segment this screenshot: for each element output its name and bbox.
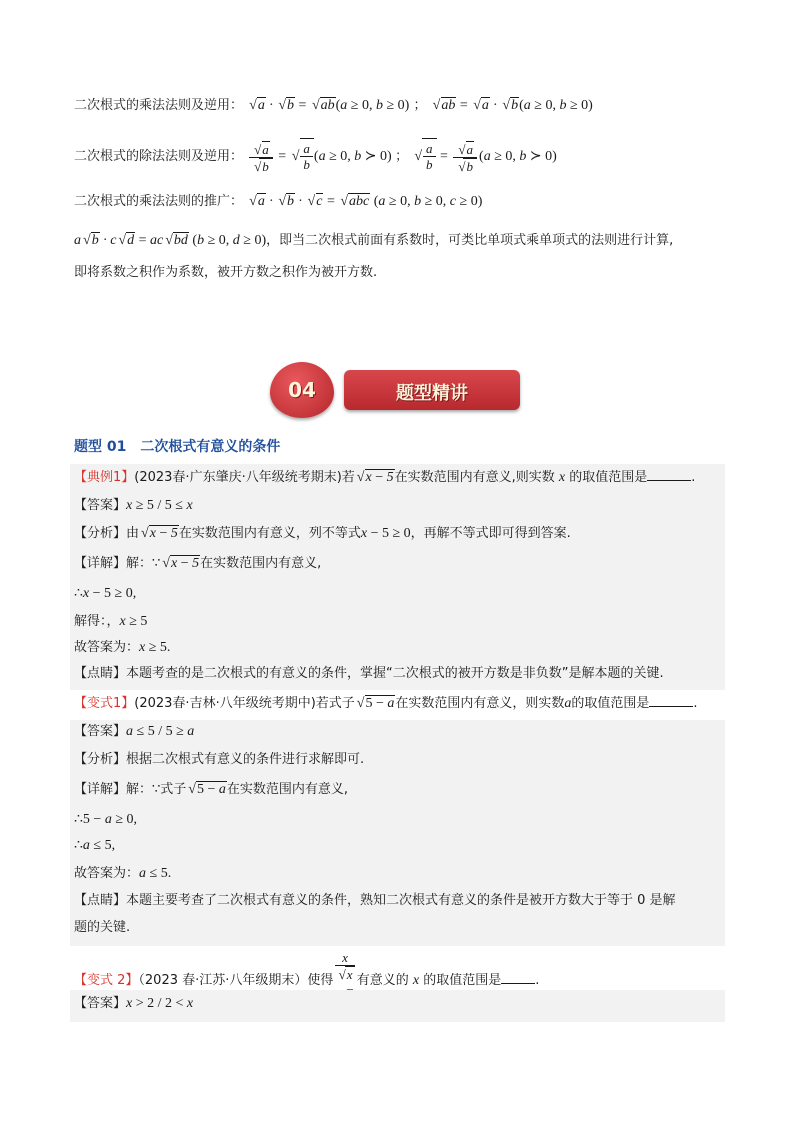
question-text: . [691,470,696,485]
example-tag: 【典例1】 [74,470,135,485]
question-text: 的取值范围是 [571,696,650,711]
rule-multiplication [74,96,593,116]
question-text: 有意义的 [356,973,409,989]
formula: √ x − 5 [355,470,395,485]
question-text: . [535,973,540,989]
variant-1-question [74,694,698,714]
formula: ∴x − 5 ≥ 0, [74,586,137,601]
variable: a [564,696,572,711]
formula: ∴a ≤ 5, [74,838,116,853]
comment-text: 本题主要考查了二次根式有意义的条件，熟知二次根式有意义的条件是被开方数大于等于 0 是解 [126,893,676,908]
answer-tag: 【答案】 [74,498,127,513]
example-1-analysis [74,524,571,544]
detail-text: 故答案为： [74,640,140,655]
formula: √ a · √ b = √ ab(a ≥ 0, b ≥ 0) [247,98,409,113]
question-text: . [693,696,698,711]
rule-coefficient [74,231,673,251]
section-title-box [344,370,520,410]
question-text: （2023 春·江苏·八年级期末）使得 [138,973,334,989]
comment-tag: 【点睛】 [74,893,127,908]
comment-tag: 【点睛】 [74,666,127,681]
question-text: 在实数范围内有意义,则实数 [394,470,555,485]
separator: ； [413,98,427,113]
variable: x [412,973,420,989]
analysis-text: 根据二次根式有意义的条件进行求解即可. [126,752,365,767]
formula: x > 2 / 2 < x [126,996,194,1011]
detail-tag: 【详解】 [74,556,127,571]
formula: x ≥ 5 / 5 ≤ x [126,498,193,513]
section-number: 04 [288,378,316,402]
example-1-step [74,584,136,604]
answer-blank [647,480,691,481]
rule-coefficient-cont [74,263,377,283]
variant-1-comment [74,891,676,911]
rule-division [74,138,557,176]
formula: a√ b · c√ d = ac√ bd (b ≥ 0, d ≥ 0) [74,233,266,248]
example-1-solve [74,612,147,632]
section-number-badge [270,362,334,418]
question-text: 的取值范围是 [569,470,648,485]
formula: √ x − 5 [160,556,200,571]
analysis-tag: 【分析】 [74,526,127,541]
detail-tag: 【详解】 [74,782,127,797]
answer-blank [649,706,693,707]
formula: √ x − 5 [139,526,179,541]
analysis-tag: 【分析】 [74,752,127,767]
answer-blank [501,983,535,984]
formula: a ≤ 5. [139,866,172,881]
formula: ∴5 − a ≥ 0, [74,812,137,827]
variant-1-final [74,864,171,884]
formula: x − 5 ≥ 0 [360,526,411,541]
formula: √ 5 − a [186,782,227,797]
detail-text: 在实数范围内有意义, [226,782,349,797]
rule-text: 即将系数之积作为系数，被开方数之积作为被开方数. [74,265,378,280]
detail-text: 故答案为： [74,866,140,881]
variant-1-analysis [74,750,364,770]
analysis-text: 在实数范围内有意义，列不等式 [178,526,361,541]
formula: x √ x [333,973,356,988]
answer-tag: 【答案】 [74,724,127,739]
formula: x ≥ 5. [139,640,171,655]
formula: √ $\frac{a}{b}$ = √ a √ b (a ≥ 0, b ≻ 0) [412,149,557,164]
question-text: 在实数范围内有意义，则实数 [395,696,565,711]
answer-tag: 【答案】 [74,996,127,1011]
comment-text: 题的关键. [74,920,131,935]
detail-text: 在实数范围内有意义, [200,556,322,571]
analysis-text: ，再解不等式即可得到答案. [410,526,571,541]
question-text: 的取值范围是 [423,973,502,989]
rule-label: 二次根式的乘法法则及逆用： [74,98,244,113]
detail-text: 解得：， [74,614,120,629]
rule-label: 二次根式的除法法则及逆用： [74,149,244,165]
example-1-answer [74,496,193,516]
formula: √ a · √ b · √ c = √ abc (a ≥ 0, b ≥ 0, c ≥ 0) [247,194,482,209]
comment-text: 本题考查的是二次根式的有意义的条件，掌握“二次根式的被开方数是非负数”是解本题的关键. [126,666,664,681]
variant-1-detail [74,780,348,800]
separator: ； [395,149,409,165]
detail-text: 解：∵式子 [126,782,187,797]
variant-1-step [74,810,137,830]
example-1-question [74,468,695,488]
formula: a ≤ 5 / 5 ≥ a [126,724,195,739]
rule-label: 二次根式的乘法法则的推广： [74,194,244,209]
section-banner [270,360,522,420]
variant-tag: 【变式1】 [74,696,135,711]
detail-text: 解：∵ [126,556,161,571]
type-heading: 题型 01 二次根式有意义的条件 [74,439,281,455]
section-title: 题型精讲 [396,383,468,404]
formula: √ 5 − a [355,696,396,711]
question-text: (2023春·吉林·八年级统考期中)若式子 [134,696,355,711]
formula: √ ab = √ a · √ b(a ≥ 0, b ≥ 0) [431,98,593,113]
example-1-comment [74,664,664,684]
variable: x [558,470,566,485]
example-1-detail [74,554,321,574]
question-text: (2023春·广东肇庆·八年级统考期末)若 [134,470,355,485]
analysis-text: 由 [126,526,140,541]
variant-2-answer [74,994,193,1014]
example-1-final [74,638,170,658]
rule-extension [74,192,482,212]
variant-1-comment-cont [74,918,130,938]
variant-1-answer [74,722,194,742]
rule-text: ，即当二次根式前面有系数时，可类比单项式乘单项式的法则进行计算, [266,233,674,248]
variant-1-step-2 [74,836,115,856]
formula: x ≥ 5 [119,614,148,629]
variant-tag: 【变式 2】 [74,973,139,989]
formula: √ a √ b = √ $\frac{a}{b}$ (a ≥ 0, b ≻ 0) [247,149,395,164]
